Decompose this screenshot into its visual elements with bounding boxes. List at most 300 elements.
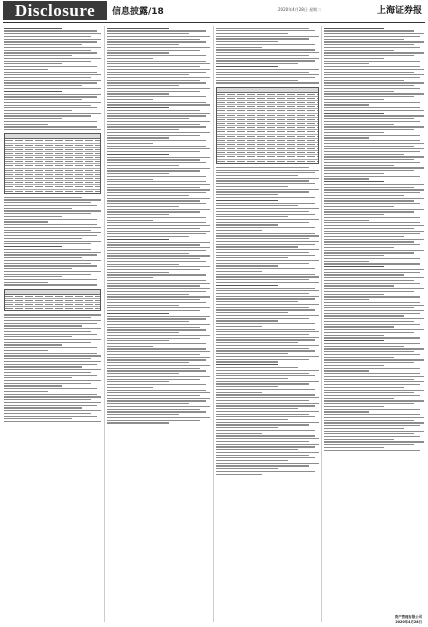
text-line (107, 348, 206, 349)
text-line (4, 63, 62, 64)
text-line (216, 178, 319, 179)
text-line (107, 285, 200, 286)
text-line (107, 50, 200, 51)
text-line (107, 159, 200, 160)
text-line (4, 124, 48, 125)
text-line (216, 227, 315, 228)
text-line (324, 110, 424, 111)
text-line (324, 398, 394, 399)
text-line (4, 383, 91, 384)
text-line (324, 41, 424, 42)
text-line (324, 436, 420, 437)
text-line (216, 320, 278, 321)
text-line (4, 268, 72, 269)
text-line (4, 58, 101, 59)
text-line (107, 329, 206, 330)
text-line (216, 290, 319, 291)
text-line (216, 233, 315, 234)
text-line (216, 219, 319, 220)
text-line (107, 299, 200, 300)
text-line (216, 189, 319, 190)
column-divider (321, 26, 322, 622)
text-line (107, 338, 200, 339)
text-line (216, 268, 315, 269)
text-line (216, 208, 319, 209)
table-row (5, 307, 100, 310)
text-line (216, 222, 309, 223)
text-line (216, 293, 309, 294)
text-line (324, 400, 424, 401)
text-line (4, 227, 101, 228)
data-table (4, 289, 101, 312)
text-line (324, 351, 414, 352)
text-line (216, 424, 309, 425)
text-line (216, 238, 309, 239)
text-line (107, 181, 206, 182)
text-line (216, 30, 315, 31)
text-line (324, 250, 424, 251)
text-line (324, 337, 420, 338)
text-line (324, 102, 420, 103)
text-line (216, 301, 298, 302)
text-line (4, 205, 97, 206)
text-line (324, 283, 420, 284)
text-line (4, 210, 101, 211)
text-line (324, 395, 420, 396)
text-line (107, 228, 200, 229)
subheading-line (324, 266, 384, 267)
text-line (216, 186, 288, 187)
text-line (216, 397, 319, 398)
text-line (216, 463, 319, 464)
text-line (216, 326, 262, 327)
text-line (107, 370, 206, 371)
subheading-line (107, 239, 169, 240)
text-line (216, 465, 309, 466)
text-line (216, 353, 288, 354)
text-line (216, 441, 309, 442)
text-line (324, 36, 420, 37)
text-line (4, 88, 101, 89)
text-line (107, 277, 153, 278)
text-line (324, 294, 384, 295)
text-line (107, 165, 179, 166)
text-line (4, 197, 82, 198)
text-line (4, 208, 72, 209)
text-line (324, 441, 424, 442)
text-line (4, 342, 91, 343)
text-line (107, 346, 153, 347)
text-line (324, 82, 424, 83)
text-line (324, 359, 424, 360)
text-line (107, 379, 200, 380)
text-line (107, 362, 189, 363)
text-line (107, 354, 200, 355)
text-line (107, 148, 210, 149)
text-line (216, 52, 319, 53)
text-line (324, 137, 369, 138)
text-line (107, 61, 206, 62)
text-line (4, 121, 97, 122)
text-line (4, 254, 97, 255)
text-line (4, 105, 91, 106)
text-line (4, 276, 62, 277)
text-line (107, 294, 189, 295)
text-line (216, 41, 278, 42)
text-line (107, 104, 210, 105)
text-line (216, 389, 315, 390)
text-line (216, 211, 309, 212)
text-line (324, 280, 414, 281)
text-line (107, 387, 153, 388)
text-line (216, 373, 309, 374)
text-line (107, 316, 210, 317)
text-line (216, 63, 298, 64)
text-line (107, 118, 189, 119)
text-line (107, 146, 206, 147)
text-line (324, 247, 394, 248)
text-line (4, 74, 101, 75)
text-line (107, 143, 153, 144)
text-line (324, 428, 404, 429)
text-line (107, 381, 169, 382)
text-line (107, 250, 206, 251)
text-line (4, 50, 91, 51)
text-line (324, 115, 424, 116)
text-line (216, 337, 319, 338)
text-line (107, 351, 210, 352)
text-line (216, 342, 298, 343)
text-line (4, 344, 62, 345)
subheading-line (4, 246, 62, 247)
text-line (4, 336, 72, 337)
text-line (107, 179, 153, 180)
text-line (4, 129, 101, 130)
text-line (324, 433, 414, 434)
text-line (4, 331, 91, 332)
text-line (107, 373, 179, 374)
text-line (4, 72, 97, 73)
text-line (324, 409, 420, 410)
text-line (216, 235, 319, 236)
text-line (324, 390, 424, 391)
text-line (107, 192, 206, 193)
text-line (324, 365, 384, 366)
text-line (216, 386, 278, 387)
text-line (324, 55, 414, 56)
subheading-line (216, 364, 278, 365)
text-line (324, 104, 369, 105)
text-line (324, 329, 424, 330)
text-line (107, 272, 169, 273)
text-line (4, 69, 48, 70)
footer-line: 2020年4月28日 (395, 619, 422, 624)
text-line (324, 307, 414, 308)
text-line (4, 96, 97, 97)
text-line (324, 354, 420, 355)
text-line (324, 324, 420, 325)
text-line (107, 220, 153, 221)
subheading-line (4, 28, 62, 29)
text-line (107, 91, 200, 92)
subheading-line (216, 200, 278, 201)
text-line (4, 388, 97, 389)
text-line (324, 381, 424, 382)
text-line (216, 279, 309, 280)
text-line (216, 370, 319, 371)
text-line (4, 271, 101, 272)
text-line (216, 60, 315, 61)
text-line (216, 175, 298, 176)
text-line (107, 343, 206, 344)
text-line (216, 265, 278, 266)
text-line (4, 252, 101, 253)
text-line (216, 309, 315, 310)
text-line (216, 367, 298, 368)
text-line (324, 376, 424, 377)
text-line (324, 176, 420, 177)
text-line (216, 282, 319, 283)
text-line (324, 357, 394, 358)
text-line (107, 368, 200, 369)
text-line (324, 91, 394, 92)
text-line (107, 403, 189, 404)
text-line (107, 247, 210, 248)
text-line (324, 206, 394, 207)
text-line (4, 241, 101, 242)
text-line (324, 370, 369, 371)
text-line (324, 431, 424, 432)
text-line (216, 457, 315, 458)
text-line (4, 418, 72, 419)
text-line (324, 93, 424, 94)
text-line (216, 36, 319, 37)
text-line (107, 253, 189, 254)
text-line (4, 33, 101, 34)
text-line (4, 30, 97, 31)
text-line (216, 276, 319, 277)
text-line (4, 320, 101, 321)
text-line (107, 417, 210, 418)
text-line (107, 110, 200, 111)
text-line (4, 284, 97, 285)
text-line (107, 280, 206, 281)
text-line (4, 391, 48, 392)
text-line (4, 328, 101, 329)
subheading-line (324, 28, 384, 29)
text-line (324, 261, 369, 262)
text-line (324, 310, 424, 311)
text-line (107, 236, 189, 237)
text-line (107, 82, 206, 83)
text-line (107, 189, 210, 190)
brand-logo: Disclosure (3, 1, 107, 20)
text-line (107, 102, 206, 103)
text-line (324, 239, 424, 240)
text-line (324, 236, 404, 237)
text-line (324, 118, 414, 119)
text-line (4, 364, 97, 365)
text-line (107, 85, 179, 86)
text-line (324, 299, 369, 300)
text-line (324, 277, 424, 278)
text-line (4, 41, 97, 42)
section-title: 信息披露/18 (112, 7, 164, 17)
text-line (107, 41, 206, 42)
text-line (107, 395, 200, 396)
text-line (4, 216, 62, 217)
text-line (107, 195, 189, 196)
column-divider (104, 26, 105, 622)
text-line (324, 425, 420, 426)
text-line (324, 200, 414, 201)
text-line (216, 427, 278, 428)
text-line (324, 135, 420, 136)
text-line (107, 162, 206, 163)
text-line (4, 126, 97, 127)
text-line (324, 321, 414, 322)
text-line (107, 327, 200, 328)
text-line (4, 396, 101, 397)
text-line (216, 394, 315, 395)
text-line (4, 399, 91, 400)
text-line (107, 318, 206, 319)
text-line (107, 324, 210, 325)
text-line (107, 406, 210, 407)
text-line (324, 198, 424, 199)
text-line (324, 332, 414, 333)
text-line (4, 402, 101, 403)
text-line (4, 107, 97, 108)
text-line (107, 209, 210, 210)
text-line (216, 460, 288, 461)
text-line (107, 168, 210, 169)
header-rule (3, 22, 425, 23)
text-line (216, 49, 315, 50)
text-line (107, 66, 200, 67)
text-line (324, 274, 404, 275)
text-line (107, 283, 210, 284)
text-line (216, 405, 315, 406)
text-line (216, 433, 262, 434)
text-line (324, 291, 414, 292)
text-line (107, 357, 210, 358)
text-line (216, 435, 315, 436)
footer-note (395, 615, 422, 624)
text-line (216, 444, 319, 445)
text-line (4, 339, 101, 340)
text-line (324, 66, 420, 67)
text-line (216, 274, 315, 275)
text-line (324, 406, 384, 407)
text-line (107, 151, 200, 152)
text-line (324, 258, 420, 259)
text-line (324, 348, 424, 349)
text-line (324, 403, 414, 404)
text-line (107, 170, 200, 171)
text-line (216, 296, 319, 297)
text-line (324, 39, 404, 40)
text-line (324, 209, 424, 210)
text-line (4, 224, 97, 225)
data-table (216, 87, 319, 164)
text-line (4, 102, 101, 103)
text-line (107, 44, 179, 45)
text-line (107, 225, 210, 226)
subheading-line (4, 91, 62, 92)
text-line (324, 392, 414, 393)
text-line (324, 214, 384, 215)
text-line (4, 410, 101, 411)
text-line (324, 129, 414, 130)
text-line (4, 334, 97, 335)
text-line (216, 403, 319, 404)
text-line (324, 85, 414, 86)
text-line (324, 450, 420, 451)
text-line (216, 77, 315, 78)
text-line (324, 447, 384, 448)
text-line (4, 52, 97, 53)
text-line (324, 132, 384, 133)
text-line (4, 115, 91, 116)
text-line (216, 329, 315, 330)
text-line (4, 361, 101, 362)
text-line (107, 33, 189, 34)
text-line (216, 167, 309, 168)
text-line (216, 414, 309, 415)
text-line (324, 151, 420, 152)
text-line (107, 264, 179, 265)
text-line (107, 335, 210, 336)
subheading-line (324, 340, 384, 341)
text-line (324, 146, 414, 147)
text-line (216, 383, 309, 384)
text-line (216, 474, 262, 475)
text-line (4, 323, 97, 324)
text-line (107, 129, 179, 130)
text-line (4, 394, 97, 395)
text-line (216, 348, 309, 349)
text-line (324, 184, 424, 185)
text-line (107, 206, 179, 207)
text-line (216, 334, 309, 335)
text-line (4, 407, 82, 408)
text-line (324, 58, 384, 59)
text-line (107, 261, 206, 262)
text-line (107, 214, 169, 215)
text-line (216, 345, 319, 346)
text-line (324, 187, 414, 188)
text-line (107, 305, 179, 306)
text-line (107, 173, 169, 174)
text-line (216, 191, 309, 192)
text-line (4, 213, 91, 214)
text-line (216, 203, 315, 204)
text-line (216, 449, 298, 450)
text-line (4, 413, 91, 414)
text-line (324, 88, 420, 89)
subheading-line (107, 107, 169, 108)
text-line (107, 242, 210, 243)
text-line (107, 137, 169, 138)
text-line (107, 409, 200, 410)
text-column-1 (4, 26, 101, 622)
text-line (216, 47, 262, 48)
text-line (4, 350, 48, 351)
text-line (4, 353, 97, 354)
text-line (216, 375, 315, 376)
text-line (107, 384, 206, 385)
